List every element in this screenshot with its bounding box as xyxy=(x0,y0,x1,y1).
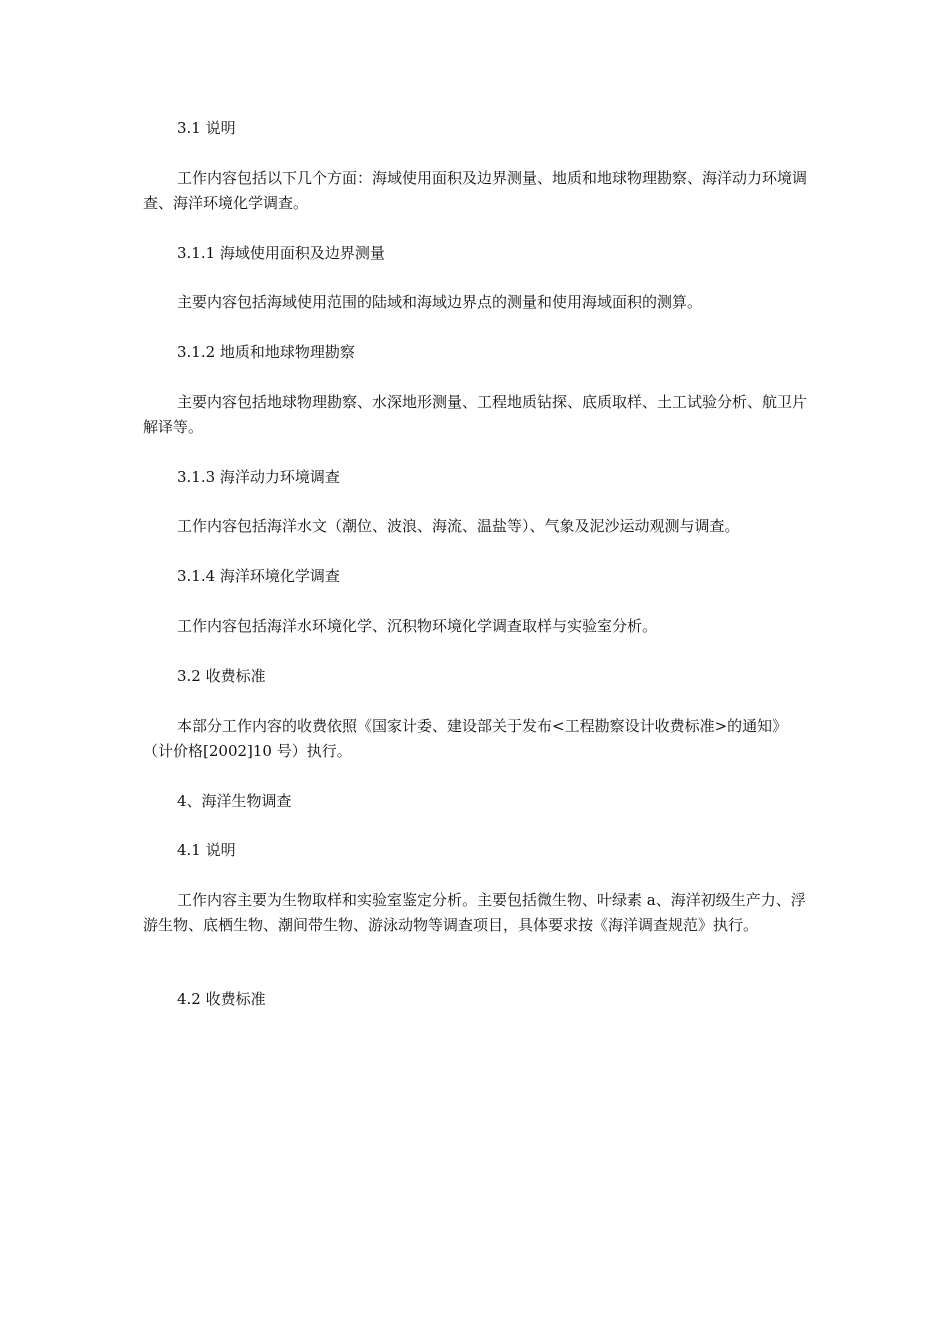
paragraph-3-1-1: 主要内容包括海域使用范围的陆域和海域边界点的测量和使用海域面积的测算。 xyxy=(177,293,703,311)
paragraph-3-1-3: 工作内容包括海洋水文（潮位、波浪、海流、温盐等）、气象及泥沙运动观测与调查。 xyxy=(177,517,740,535)
paragraph-3-1-2: 主要内容包括地球物理勘察、水深地形测量、工程地质钻探、底质取样、土工试验分析、航卫片解译等。 xyxy=(143,393,808,436)
paragraph-4-1: 工作内容主要为生物取样和实验室鉴定分析。主要包括微生物、叶绿素 a、海洋初级生产力、浮游生物、底栖生物、潮间带生物、游泳动物等调查项目，具体要求按《海洋调查规范》执行。 xyxy=(143,891,806,934)
section-heading-3-1: 3.1 说明 xyxy=(177,119,236,137)
section-heading-3-1-2: 3.1.2 地质和地球物理勘察 xyxy=(177,343,355,361)
section-heading-4-2: 4.2 收费标准 xyxy=(177,990,266,1008)
paragraph-3-2: 本部分工作内容的收费依照《国家计委、建设部关于发布<工程勘察设计收费标准>的通知》（计价格[2002]10 号）执行。 xyxy=(143,717,788,760)
section-heading-3-2: 3.2 收费标准 xyxy=(177,667,266,685)
section-heading-3-1-1: 3.1.1 海域使用面积及边界测量 xyxy=(177,244,385,262)
section-heading-3-1-4: 3.1.4 海洋环境化学调查 xyxy=(177,567,340,585)
section-heading-4: 4、海洋生物调查 xyxy=(177,792,292,810)
section-heading-3-1-3: 3.1.3 海洋动力环境调查 xyxy=(177,468,340,486)
paragraph-3-1-4: 工作内容包括海洋水环境化学、沉积物环境化学调查取样与实验室分析。 xyxy=(177,617,658,635)
paragraph-3-1: 工作内容包括以下几个方面：海域使用面积及边界测量、地质和地球物理勘察、海洋动力环境调查、海洋环境化学调查。 xyxy=(143,169,808,212)
section-heading-4-1: 4.1 说明 xyxy=(177,841,236,859)
